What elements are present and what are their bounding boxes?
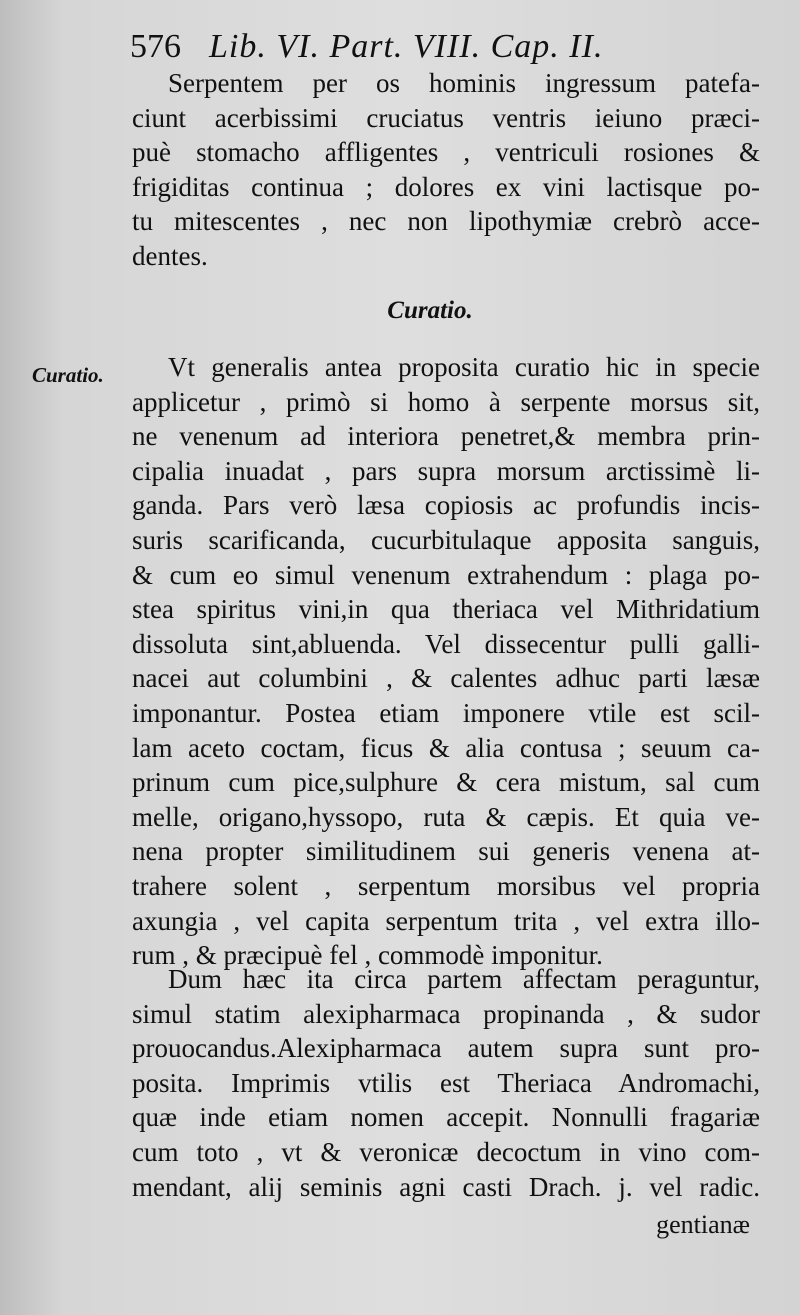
text-line: nacei aut columbini , & calentes adhuc parti læsæ	[132, 663, 760, 694]
text-line: cipalia inuadat , pars supra morsum arctissimè li-	[132, 455, 760, 486]
text-line: stea spiritus vini,in qua theriaca vel Mithridatium	[132, 594, 760, 625]
text-line: tu mitescentes , nec non lipothymiæ crebrò acce-	[132, 206, 760, 237]
paragraph-treatment	[132, 350, 760, 973]
text-line: mendant, alij seminis agni casti Drach. j. vel radic.	[132, 1171, 760, 1202]
text-line: & cum eo simul venenum extrahendum : plaga po-	[132, 559, 760, 590]
text-line: nena propter similitudinem sui generis venena at-	[132, 836, 760, 867]
text-line: lam aceto coctam, ficus & alia contusa ; seuum ca-	[132, 732, 760, 763]
text-line: applicetur , primò si homo à serpente morsus sit,	[132, 386, 760, 417]
text-line: prouocandus.Alexipharmaca autem supra sunt pro-	[132, 1033, 760, 1064]
text-line: trahere solent , serpentum morsibus vel propria	[132, 870, 760, 901]
text-line: prinum cum pice,sulphure & cera mistum, sal cum	[132, 767, 760, 798]
text-line: dissoluta sint,abluenda. Vel dissecentur pulli galli-	[132, 628, 760, 659]
text-line: Dum hæc ita circa partem affectam peraguntur,	[168, 964, 760, 994]
text-line: Vt generalis antea proposita curatio hic in specie	[168, 352, 760, 382]
text-line: frigiditas continua ; dolores ex vini lactisque po-	[132, 171, 760, 202]
paragraph-internal-remedies	[132, 962, 760, 1204]
text-line: quæ inde etiam nomen accepit. Nonnulli fragariæ	[132, 1102, 760, 1133]
text-line: cum toto , vt & veronicæ decoctum in vino com-	[132, 1136, 760, 1167]
page-number: 576	[130, 28, 181, 65]
text-line: puè stomacho affligentes , ventriculi rosiones &	[132, 137, 760, 168]
text-line: Serpentem per os hominis ingressum patefa-	[168, 68, 760, 98]
text-line: posita. Imprimis vtilis est Theriaca Andromachi,	[132, 1067, 760, 1098]
text-line: suris scarificanda, cucurbitulaque apposita sanguis,	[132, 524, 760, 555]
text-line: melle, origano,hyssopo, ruta & cæpis. Et quia ve-	[132, 801, 760, 832]
section-heading: Curatio.	[387, 297, 473, 324]
text-line: rum , & præcipuè fel , commodè imponitur.	[132, 940, 603, 971]
text-line: ciunt acerbissimi cruciatus ventris ieiuno præci-	[132, 102, 760, 133]
text-line: ne venenum ad interiora penetret,& membra prin-	[132, 421, 760, 452]
margin-note: Curatio.	[32, 363, 104, 387]
running-title: Lib. VI. Part. VIII. Cap. II.	[209, 28, 604, 65]
text-line: imponantur. Postea etiam imponere vtile est scil-	[132, 697, 760, 728]
running-head	[130, 22, 770, 72]
text-line: ganda. Pars verò læsa copiosis ac profundis incis-	[132, 490, 760, 521]
catchword: gentianæ	[656, 1210, 750, 1239]
paragraph-symptoms	[132, 66, 760, 274]
text-line: dentes.	[132, 240, 208, 271]
text-line: axungia , vel capita serpentum trita , vel extra illo-	[132, 905, 760, 936]
text-line: simul statim alexipharmaca propinanda , & sudor	[132, 998, 760, 1029]
